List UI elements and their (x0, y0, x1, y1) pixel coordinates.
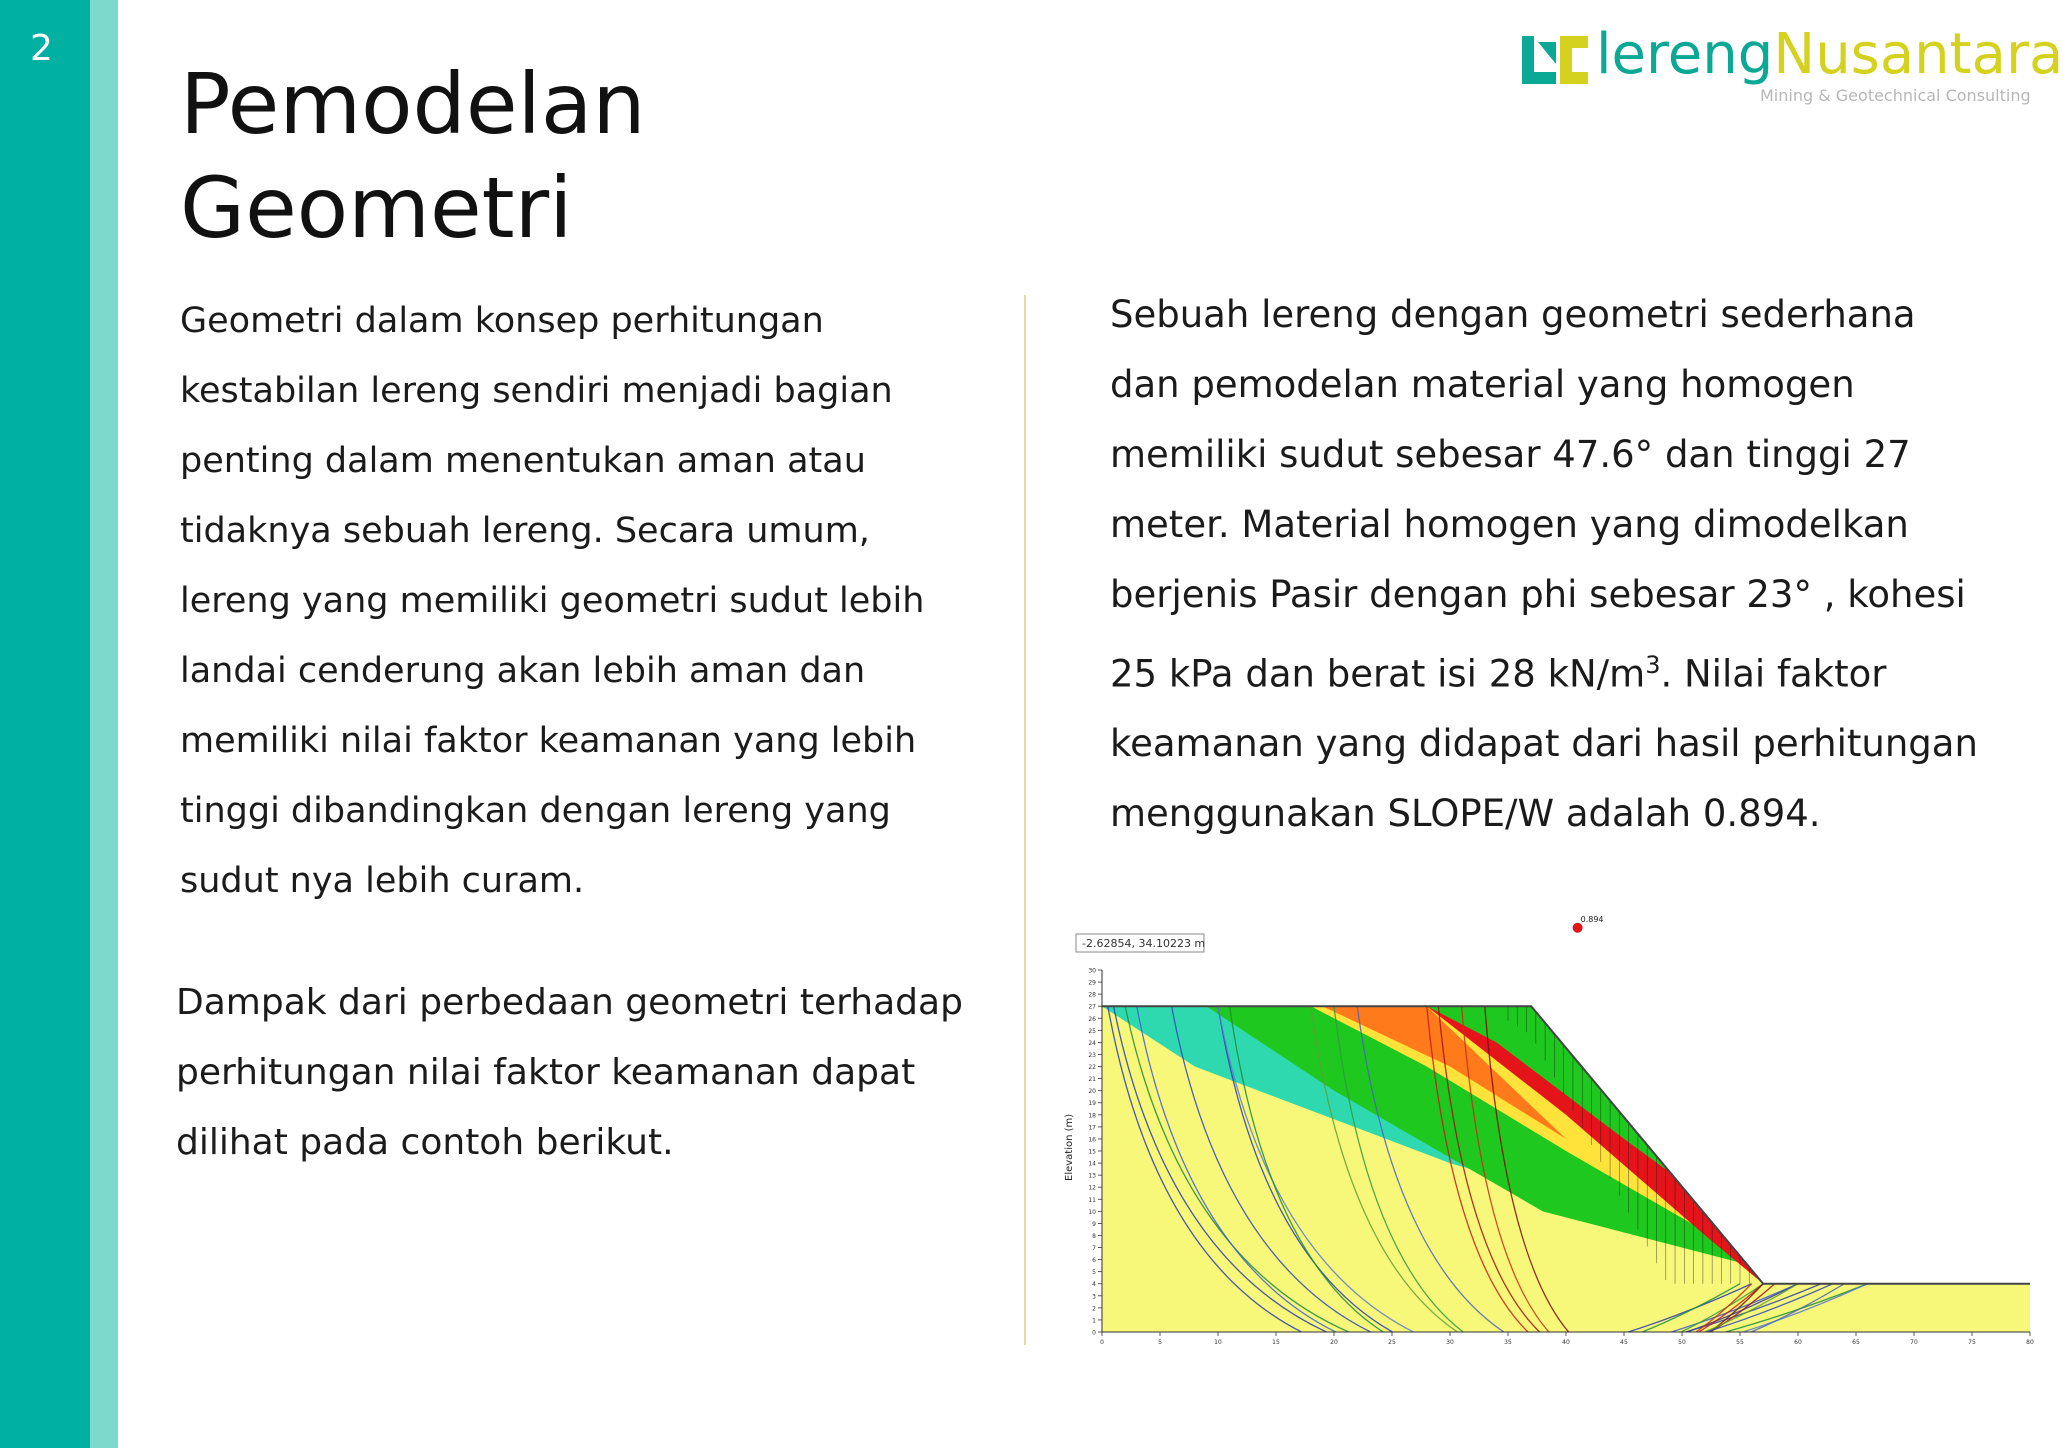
y-tick-label: 20 (1088, 1088, 1096, 1096)
x-tick-label: 20 (1330, 1339, 1338, 1346)
company-logo (1520, 22, 2063, 118)
x-tick-label: 65 (1852, 1339, 1860, 1346)
title-line-2: Geometri (180, 159, 573, 257)
y-tick-label: 22 (1088, 1064, 1096, 1072)
x-tick-label: 60 (1794, 1339, 1802, 1346)
x-tick-label: 35 (1504, 1339, 1512, 1346)
right-paragraph (1110, 280, 1990, 849)
x-tick-label: 15 (1272, 1339, 1280, 1346)
x-tick-label: 70 (1910, 1339, 1918, 1346)
y-tick-label: 15 (1088, 1148, 1096, 1156)
y-tick-label: 8 (1092, 1232, 1096, 1240)
y-tick-label: 6 (1092, 1257, 1096, 1265)
y-tick-label: 23 (1088, 1051, 1096, 1059)
slope-stability-diagram (1060, 914, 2040, 1350)
y-tick-label: 25 (1088, 1027, 1096, 1035)
unit-superscript: 3 (1645, 651, 1661, 679)
y-tick-label: 1 (1092, 1317, 1096, 1325)
x-tick-label: 40 (1562, 1339, 1570, 1346)
y-tick-label: 11 (1088, 1196, 1096, 1204)
logo-wordmark (1596, 22, 2063, 87)
accent-stripe-light (90, 0, 118, 1448)
x-tick-label: 45 (1620, 1339, 1628, 1346)
slip-center-point (1573, 923, 1583, 933)
x-tick-label: 75 (1968, 1339, 1976, 1346)
coordinate-readout-text: -2.62854, 34.10223 m (1082, 937, 1206, 950)
x-tick-label: 0 (1100, 1339, 1104, 1346)
right-paragraph-text-2: . Nilai faktor keamanan yang didapat dari hasil perhitungan menggunakan SLOPE/W adalah 0.894. (1110, 652, 1978, 836)
y-tick-label: 29 (1088, 979, 1096, 987)
title-line-1: Pemodelan (180, 55, 646, 153)
y-tick-label: 27 (1088, 1003, 1096, 1011)
y-tick-label: 2 (1092, 1305, 1096, 1313)
logo-tagline: Mining & Geotechnical Consulting (1760, 86, 2031, 105)
y-tick-label: 9 (1092, 1220, 1096, 1228)
y-tick-label: 12 (1088, 1184, 1096, 1192)
x-tick-label: 30 (1446, 1339, 1454, 1346)
right-paragraph-text-1: Sebuah lereng dengan geometri sederhana dan pemodelan material yang homogen memiliki sudut sebesar 47.6° dan tinggi 27 meter. Material homogen yang dimodelkan berjenis Pasir dengan phi sebesar 23° , kohesi 25 kPa dan berat isi 28 kN/m (1110, 293, 1966, 696)
y-tick-label: 28 (1088, 991, 1096, 999)
y-tick-label: 5 (1092, 1269, 1096, 1277)
x-tick-label: 5 (1158, 1339, 1162, 1346)
coordinate-readout (1076, 934, 1205, 952)
column-divider (1024, 295, 1026, 1345)
x-tick-label: 55 (1736, 1339, 1744, 1346)
logo-mark-icon (1520, 34, 1590, 86)
y-tick-label: 0 (1092, 1329, 1096, 1337)
accent-stripe-dark (0, 0, 90, 1448)
y-tick-label: 13 (1088, 1172, 1096, 1180)
factor-of-safety-label: 0.894 (1580, 914, 1604, 924)
y-tick-label: 30 (1088, 967, 1096, 975)
slide-number: 2 (30, 28, 53, 69)
y-tick-label: 24 (1088, 1039, 1096, 1047)
left-paragraph-1: Geometri dalam konsep perhitungan kestabilan lereng sendiri menjadi bagian penting dalam menentukan aman atau tidaknya sebuah lereng. Secara umum, lereng yang memiliki geometri sudut lebih landai cenderung akan lebih aman dan memiliki nilai faktor keamanan yang lebih tinggi dibandingkan dengan lereng yang sudut nya lebih curam. (180, 301, 925, 901)
y-tick-label: 14 (1088, 1160, 1096, 1168)
y-tick-label: 10 (1088, 1208, 1096, 1216)
logo-wordmark-part1: lereng (1596, 22, 1774, 87)
y-tick-label: 7 (1092, 1245, 1096, 1253)
page-title (180, 52, 646, 260)
x-tick-label: 80 (2026, 1339, 2034, 1346)
y-tick-label: 26 (1088, 1015, 1096, 1023)
y-tick-label: 18 (1088, 1112, 1096, 1120)
y-tick-label: 4 (1092, 1281, 1096, 1289)
y-tick-label: 19 (1088, 1100, 1096, 1108)
x-tick-label: 10 (1214, 1339, 1222, 1346)
y-tick-label: 3 (1092, 1293, 1096, 1301)
left-paragraph-2: Dampak dari perbedaan geometri terhadap perhitungan nilai faktor keamanan dapat dilihat pada contoh berikut. (176, 982, 963, 1163)
y-tick-label: 16 (1088, 1136, 1096, 1144)
y-axis-label: Elevation (m) (1064, 1113, 1075, 1181)
x-tick-label: 50 (1678, 1339, 1686, 1346)
logo-wordmark-part2: Nusantara (1773, 22, 2063, 87)
y-tick-label: 21 (1088, 1076, 1096, 1084)
x-tick-label: 25 (1388, 1339, 1396, 1346)
y-tick-label: 17 (1088, 1124, 1096, 1132)
